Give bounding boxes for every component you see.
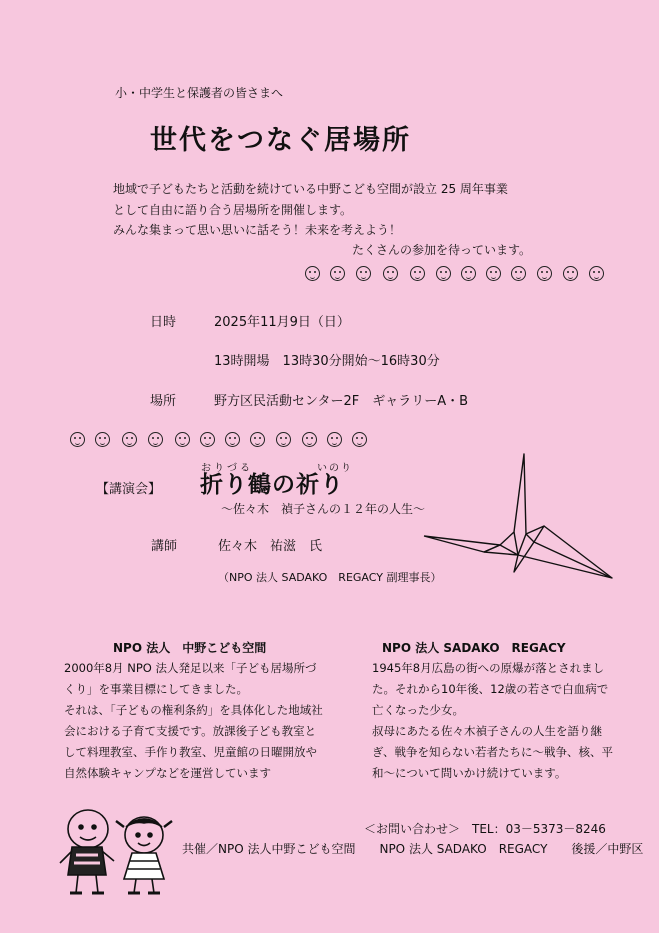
smiley-face-icon: [486, 266, 501, 281]
lecturer-role: （NPO 法人 SADAKO REGACY 副理事長）: [218, 571, 442, 584]
smiley-face-icon: [148, 432, 163, 447]
lecture-tag: 【講演会】: [96, 482, 162, 497]
smiley-face-icon: [461, 266, 476, 281]
smiley-face-icon: [225, 432, 240, 447]
smiley-face-icon: [276, 432, 291, 447]
org-line: 和～について問いかけ続けています。: [372, 766, 567, 780]
lecture-ruby: いのり: [317, 463, 353, 474]
org-line: た。それから10年後、12歳の若さで白血病で: [372, 682, 609, 696]
smiley-face-icon: [356, 266, 371, 281]
lecture-title: 折り鶴の祈り: [200, 472, 344, 498]
smiley-face-icon: [436, 266, 451, 281]
footer-credits: 共催／NPO 法人中野こども空間 NPO 法人 SADAKO REGACY 後援／中野区: [182, 842, 644, 856]
smiley-face-icon: [511, 266, 526, 281]
date-label: 日時: [150, 315, 177, 330]
lecture-ruby: おりづる: [201, 463, 253, 474]
smiley-face-icon: [175, 432, 190, 447]
children-illustration-icon: [58, 805, 178, 900]
lecture-subtitle: ～佐々木 禎子さんの１２年の人生～: [221, 502, 426, 516]
intro-line: として自由に語り合う居場所を開催します。: [113, 203, 353, 217]
date-value: 2025年11月9日（日）: [214, 315, 350, 330]
smiley-face-icon: [537, 266, 552, 281]
smiley-face-icon: [250, 432, 265, 447]
smiley-face-icon: [589, 266, 604, 281]
smiley-face-icon: [563, 266, 578, 281]
smiley-face-icon: [383, 266, 398, 281]
org-line: 会における子育て支援です。放課後子ども教室と: [64, 724, 317, 738]
org-line: くり」を事業目標にしてきました。: [64, 682, 248, 696]
intro-line: 地域で子どもたちと活動を続けている中野こども空間が設立 25 周年事業: [113, 182, 508, 196]
org-line: ぎ、戦争を知らない若者たちに～戦争、核、平: [372, 745, 614, 759]
org-line: 2000年8月 NPO 法人発足以来「子ども居場所づ: [64, 661, 317, 675]
org-description: [372, 658, 613, 784]
smiley-face-icon: [302, 432, 317, 447]
smiley-face-icon: [122, 432, 137, 447]
org-line: それは、「子どもの権利条約」を具体化した地域社: [64, 703, 323, 717]
audience-line: 小・中学生と保護者の皆さまへ: [115, 86, 284, 100]
contact-info: ＜お問い合わせ＞ TEL：03－5373－8246: [364, 822, 606, 836]
smiley-face-icon: [410, 266, 425, 281]
org-heading: NPO 法人 SADAKO REGACY: [382, 641, 566, 655]
org-description: [64, 658, 323, 784]
org-line: 自然体験キャンプなどを運営しています: [64, 766, 271, 780]
org-line: 叔母にあたる佐々木禎子さんの人生を語り継: [372, 724, 602, 738]
smiley-face-icon: [305, 266, 320, 281]
page-title: 世代をつなぐ居場所: [150, 125, 411, 156]
paper-crane-icon: [422, 450, 622, 585]
place-label: 場所: [150, 394, 177, 409]
org-line: して料理教室、手作り教室、児童館の日曜開放や: [64, 745, 317, 759]
lecturer-name: 佐々木 祐滋 氏: [218, 539, 323, 554]
org-line: 1945年8月広島の街への原爆が落とされまし: [372, 661, 605, 675]
lecturer-label: 講師: [151, 539, 178, 554]
smiley-face-icon: [352, 432, 367, 447]
org-line: 亡くなった少女。: [372, 703, 464, 717]
smiley-face-icon: [200, 432, 215, 447]
org-heading: NPO 法人 中野こども空間: [113, 641, 267, 655]
time-value: 13時開場 13時30分開始～16時30分: [214, 354, 440, 369]
intro-line: みんな集まって思い思いに話そう！未来を考えよう！: [113, 223, 402, 237]
smiley-face-icon: [327, 432, 342, 447]
smiley-face-icon: [330, 266, 345, 281]
smiley-face-icon: [70, 432, 85, 447]
intro-line: たくさんの参加を待っています。: [352, 243, 532, 257]
place-value: 野方区民活動センター2F ギャラリーA・B: [214, 394, 469, 409]
smiley-face-icon: [95, 432, 110, 447]
